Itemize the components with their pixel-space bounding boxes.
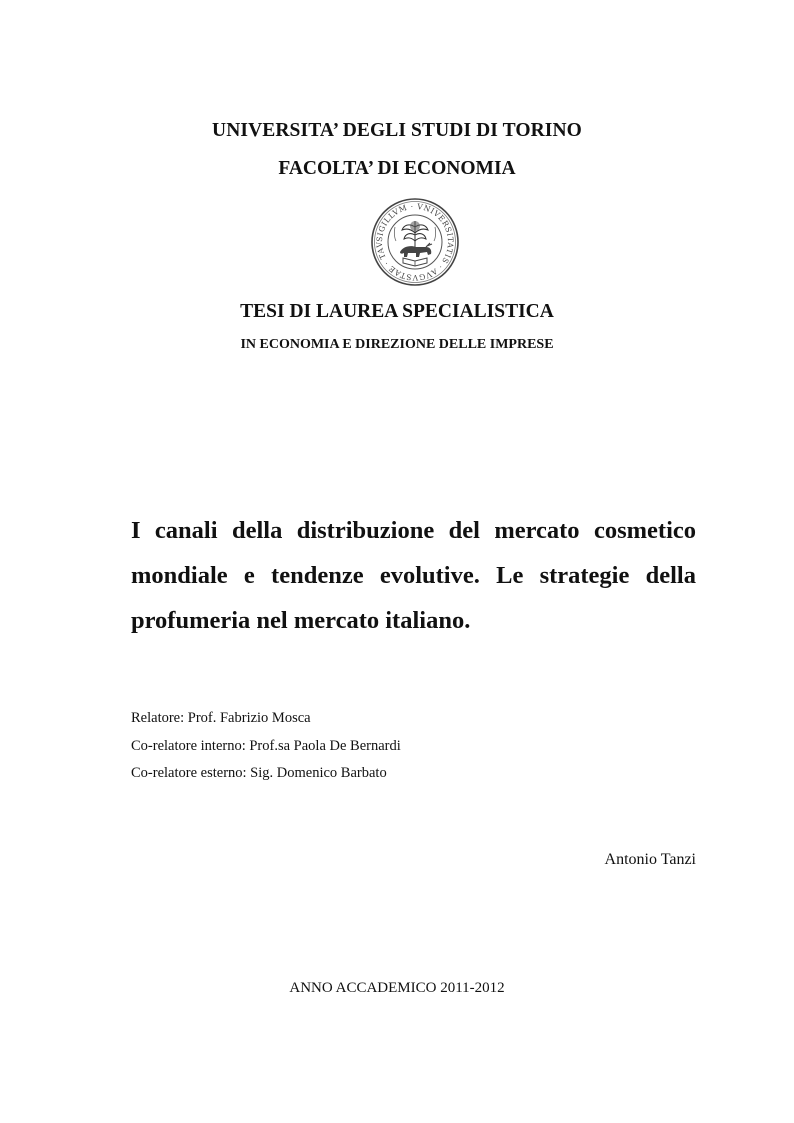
author-name: Antonio Tanzi xyxy=(604,851,696,868)
supervisors-block xyxy=(131,705,631,788)
seal-ring-text: SIGILLVM · VNIVERSITATIS · AVGVSTAE · TAV xyxy=(374,201,456,283)
thesis-field: IN ECONOMIA E DIREZIONE DELLE IMPRESE xyxy=(240,337,554,352)
university-name: UNIVERSITA’ DEGLI STUDI DI TORINO xyxy=(212,120,582,141)
thesis-title-line: I canali della distribuzione del mercato cosmetico xyxy=(131,517,696,544)
thesis-title-line: mondiale e tendenze evolutive. Le strategie della xyxy=(131,562,696,589)
academic-year: ANNO ACCADEMICO 2011-2012 xyxy=(289,980,505,996)
university-seal-icon xyxy=(370,197,460,287)
seal-graphic xyxy=(370,197,460,287)
relatore: Relatore: Prof. Fabrizio Mosca xyxy=(131,710,311,726)
corelatore-esterno: Co-relatore esterno: Sig. Domenico Barbato xyxy=(131,765,387,781)
thesis-title xyxy=(131,508,696,643)
thesis-title-line: profumeria nel mercato italiano. xyxy=(131,607,471,634)
faculty-name: FACOLTA’ DI ECONOMIA xyxy=(278,158,516,179)
corelatore-interno: Co-relatore interno: Prof.sa Paola De Bernardi xyxy=(131,737,401,754)
thesis-type: TESI DI LAUREA SPECIALISTICA xyxy=(240,301,554,322)
